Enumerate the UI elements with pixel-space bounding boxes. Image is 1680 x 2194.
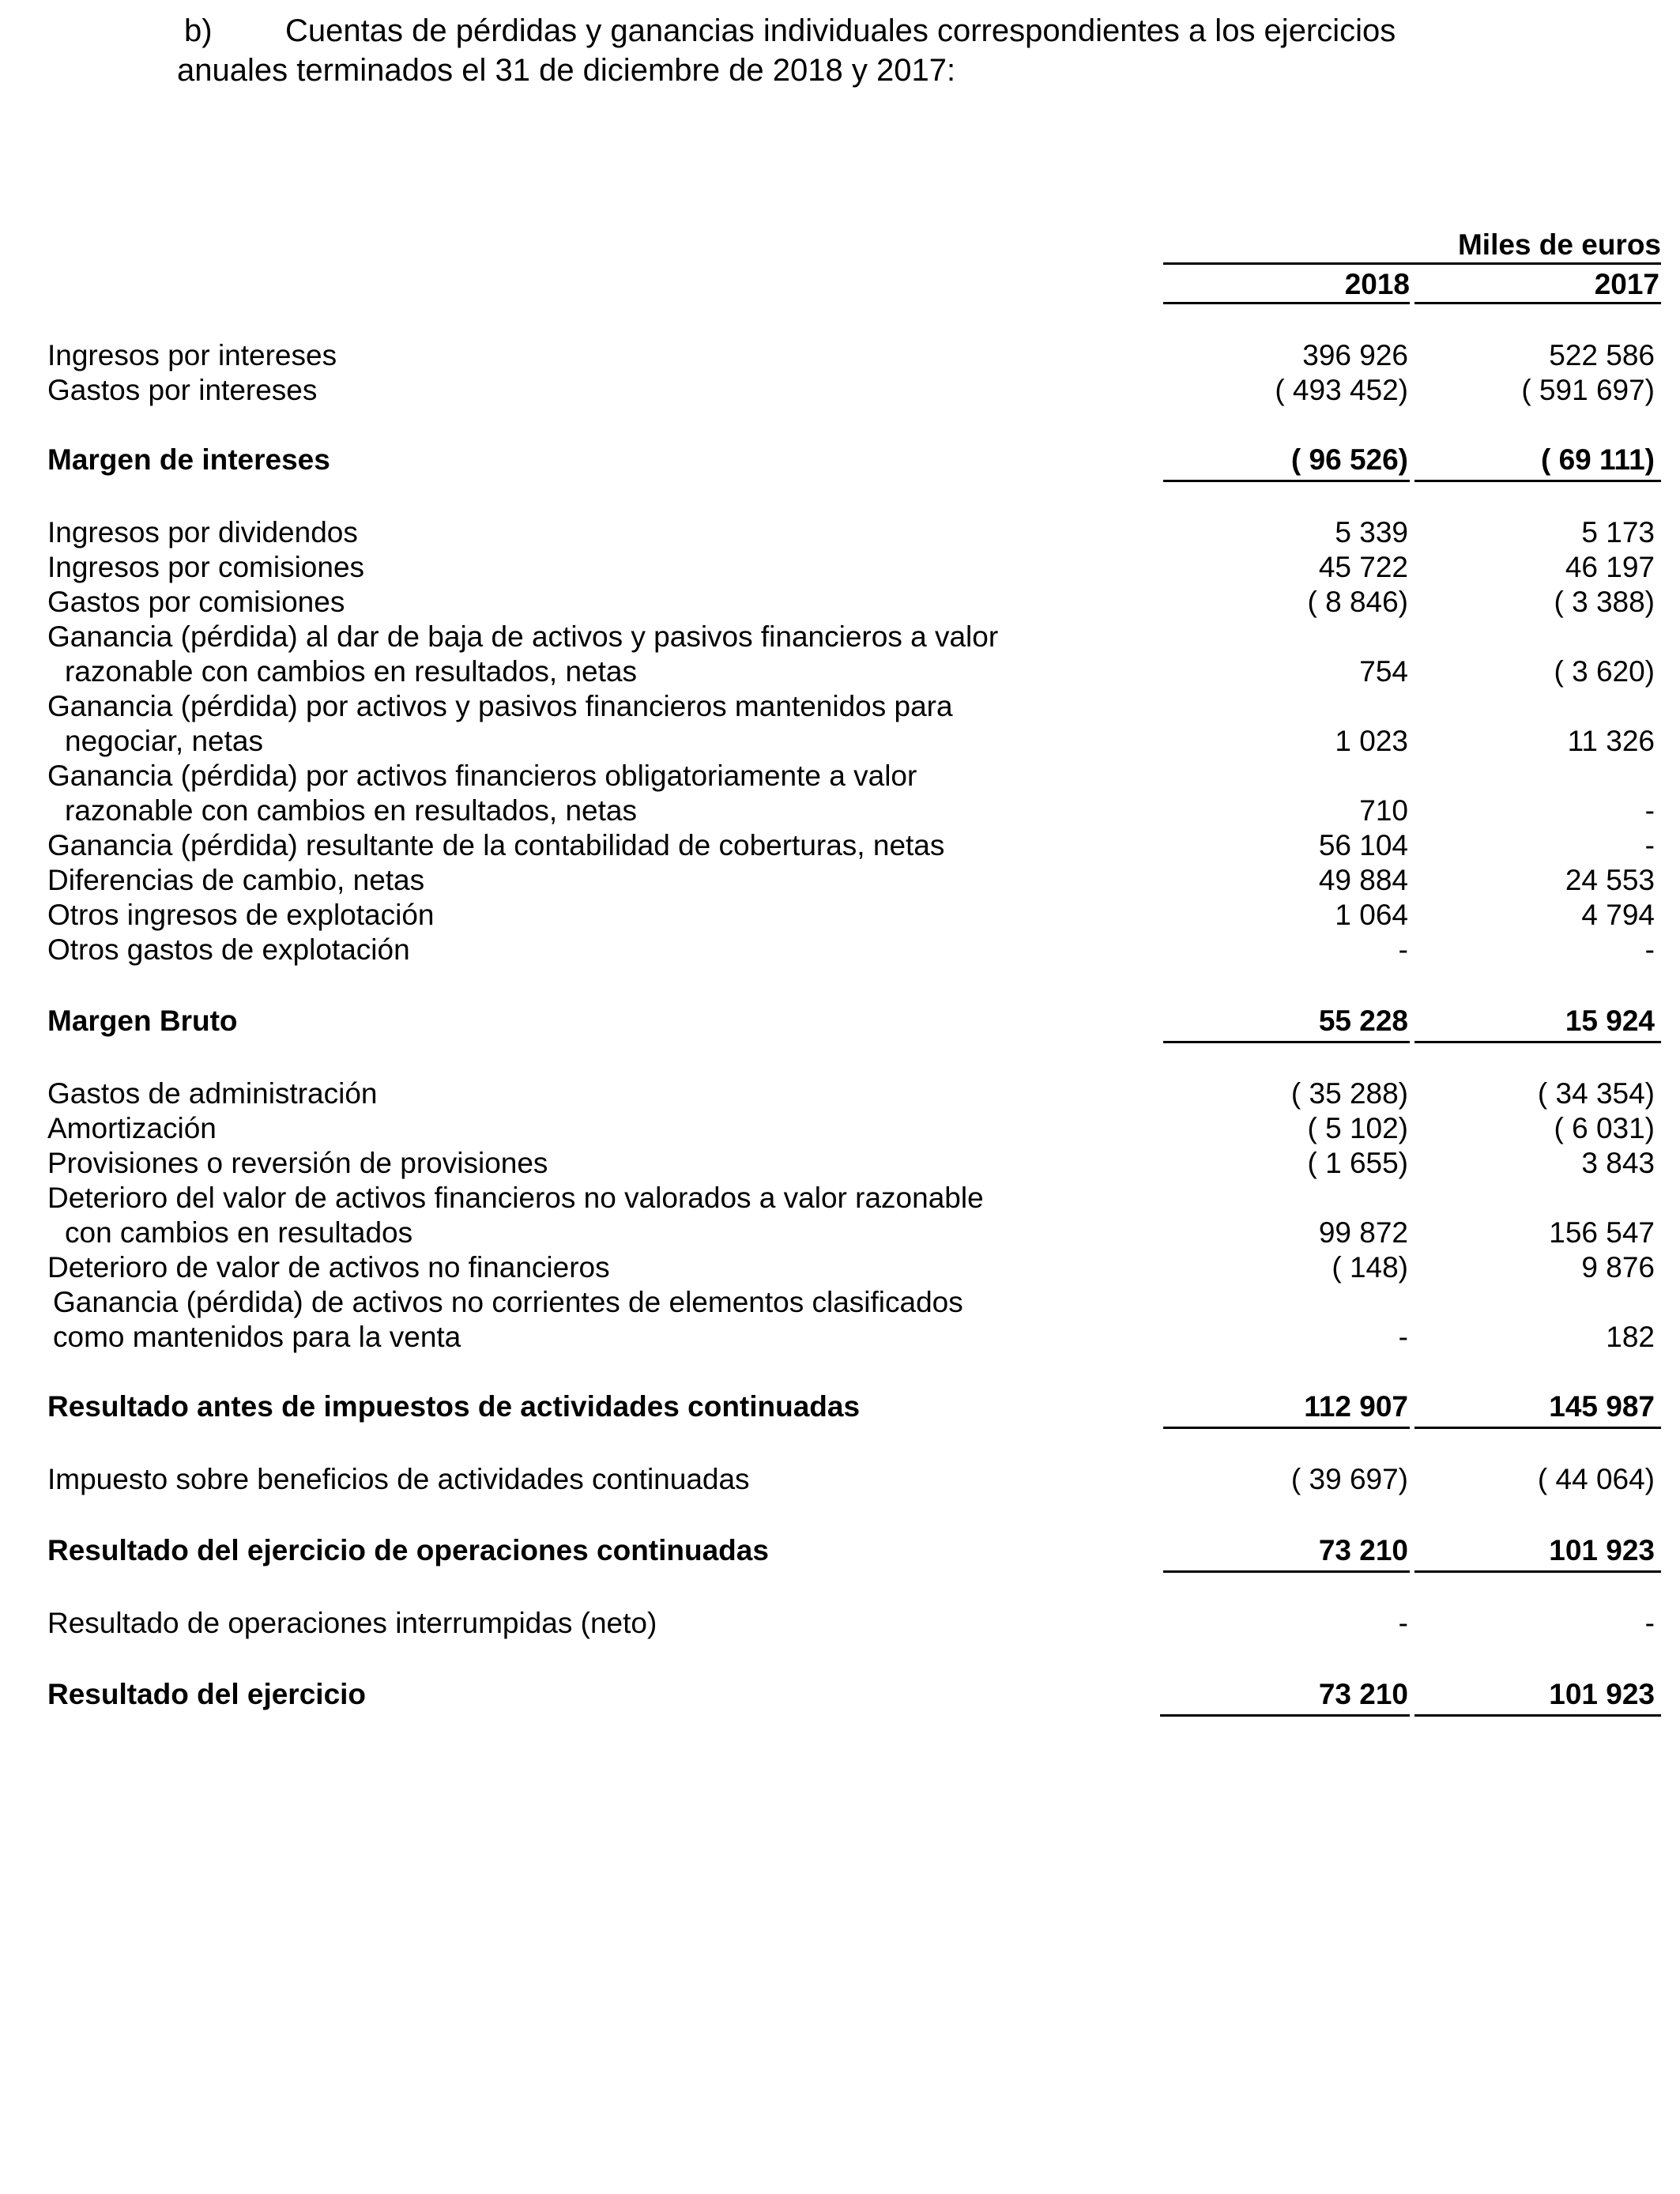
value-2018: 49 884 [1318, 864, 1408, 896]
value-2017: 3 843 [1581, 1147, 1655, 1179]
value-2017: 156 547 [1549, 1216, 1655, 1249]
value-2018: 45 722 [1318, 551, 1408, 583]
row-label-line-1: Ganancia (pérdida) al dar de baja de activos y pasivos financieros a valor [47, 620, 999, 653]
value-2017: 522 586 [1549, 339, 1655, 371]
heading-line-2: anuales terminados el 31 de diciembre de 2018 y 2017: [177, 53, 956, 88]
row-label: Deterioro de valor de activos no financieros [47, 1251, 610, 1284]
row-label: Margen de intereses [47, 443, 330, 476]
value-2017: - [1644, 794, 1655, 827]
total-underline-2017 [1414, 1427, 1661, 1429]
row-label [47, 759, 917, 828]
value-2018: ( 1 655) [1307, 1147, 1408, 1179]
value-2017: 11 326 [1567, 725, 1655, 757]
row-label [47, 620, 998, 689]
value-2018: - [1398, 1607, 1408, 1639]
row-label-line-2: con cambios en resultados [65, 1216, 413, 1249]
row-label [47, 1181, 984, 1250]
unit-rule [1163, 262, 1661, 265]
row-label-line-1: Ganancia (pérdida) por activos financieros obligatoriamente a valor [47, 760, 917, 792]
value-2017: ( 591 697) [1521, 374, 1655, 406]
income-statement-table [0, 221, 1680, 1723]
total-underline-2017 [1414, 1570, 1661, 1573]
value-2017: 15 924 [1565, 1005, 1655, 1037]
value-2017: ( 3 620) [1554, 655, 1655, 688]
value-2017: 145 987 [1549, 1390, 1655, 1423]
value-2018: 1 064 [1335, 899, 1408, 931]
value-2017: ( 3 388) [1554, 586, 1655, 618]
total-underline-2018 [1163, 1570, 1410, 1573]
row-label: Resultado del ejercicio de operaciones continuadas [47, 1534, 769, 1566]
total-underline-2017 [1414, 480, 1661, 482]
total-underline-2017 [1414, 1714, 1661, 1717]
row-label [47, 689, 953, 759]
value-2018: - [1398, 1321, 1408, 1353]
value-2018: 1 023 [1335, 725, 1408, 757]
row-label: Otros ingresos de explotación [47, 899, 435, 931]
row-label: Ingresos por intereses [47, 339, 337, 371]
row-label: Otros gastos de explotación [47, 933, 410, 966]
value-2018: 56 104 [1318, 829, 1408, 861]
value-2018: 112 907 [1304, 1390, 1408, 1423]
row-label: Ingresos por comisiones [47, 551, 365, 583]
row-label-line-2: razonable con cambios en resultados, netas [65, 794, 637, 827]
total-underline-2018 [1163, 1041, 1410, 1043]
row-label-line-1: Ganancia (pérdida) de activos no corrientes de elementos clasificados [53, 1286, 963, 1318]
row-label-line-2: razonable con cambios en resultados, netas [65, 655, 637, 688]
heading-line-1 [184, 11, 1396, 51]
row-label-line-1: Ganancia (pérdida) por activos y pasivos financieros mantenidos para [47, 690, 953, 722]
row-label: Resultado de operaciones interrumpidas (neto) [47, 1607, 657, 1639]
value-2017: - [1644, 1607, 1655, 1639]
total-underline-2018 [1160, 1714, 1410, 1717]
value-2018: ( 148) [1332, 1251, 1408, 1284]
value-2018: 754 [1359, 655, 1408, 688]
value-2017: ( 69 111) [1540, 443, 1655, 476]
value-2017: 4 794 [1581, 899, 1655, 931]
value-2018: 710 [1359, 794, 1408, 827]
row-label: Gastos de administración [47, 1077, 378, 1110]
row-label: Gastos por comisiones [47, 586, 345, 618]
row-label: Resultado antes de impuestos de actividades continuadas [47, 1390, 861, 1423]
row-label: Ganancia (pérdida) resultante de la contabilidad de coberturas, netas [47, 829, 945, 861]
value-2018: 73 210 [1318, 1534, 1408, 1566]
value-2018: 396 926 [1302, 339, 1408, 371]
heading-title: Cuentas de pérdidas y ganancias individuales correspondientes a los ejercicios [285, 13, 1396, 48]
header-rule-2017 [1414, 302, 1661, 304]
total-underline-2017 [1414, 1041, 1661, 1043]
total-underline-2018 [1163, 480, 1410, 482]
unit-label: Miles de euros [1457, 228, 1661, 261]
row-label: Margen Bruto [47, 1005, 238, 1037]
value-2017: - [1644, 829, 1655, 861]
value-2017: 46 197 [1565, 551, 1655, 583]
value-2018: ( 8 846) [1307, 586, 1408, 618]
value-2018: - [1398, 933, 1408, 966]
value-2018: 5 339 [1335, 516, 1408, 548]
row-label-line-1: Deterioro del valor de activos financieros no valorados a valor razonable [47, 1182, 984, 1214]
value-2017: 24 553 [1565, 864, 1655, 896]
value-2018: 73 210 [1318, 1678, 1408, 1710]
value-2018: 55 228 [1318, 1005, 1408, 1037]
column-header-2018: 2018 [1344, 268, 1410, 300]
value-2017: 101 923 [1549, 1534, 1655, 1566]
row-label-line-2: como mantenidos para la venta [53, 1321, 461, 1353]
value-2017: 5 173 [1581, 516, 1655, 548]
row-label [53, 1285, 963, 1355]
statement-heading [0, 8, 1680, 95]
row-label: Resultado del ejercicio [47, 1678, 367, 1710]
value-2017: 9 876 [1581, 1251, 1655, 1284]
value-2018: ( 35 288) [1290, 1077, 1408, 1110]
row-label: Provisiones o reversión de provisiones [47, 1147, 548, 1179]
value-2018: ( 493 452) [1275, 374, 1408, 406]
row-label: Impuesto sobre beneficios de actividades continuadas [47, 1463, 750, 1495]
value-2017: ( 34 354) [1537, 1077, 1655, 1110]
row-label-line-2: negociar, netas [65, 725, 263, 757]
value-2017: 101 923 [1549, 1678, 1655, 1710]
header-rule-2018 [1163, 302, 1410, 304]
value-2017: - [1644, 933, 1655, 966]
column-header-2017: 2017 [1594, 268, 1659, 300]
row-label: Amortización [47, 1112, 217, 1144]
value-2017: ( 44 064) [1537, 1463, 1655, 1495]
row-label: Gastos por intereses [47, 374, 318, 406]
value-2018: ( 39 697) [1290, 1463, 1408, 1495]
section-marker: b) [184, 13, 213, 48]
value-2017: 182 [1606, 1321, 1655, 1353]
row-label: Diferencias de cambio, netas [47, 864, 425, 896]
value-2018: ( 96 526) [1290, 443, 1408, 476]
value-2018: 99 872 [1318, 1216, 1408, 1249]
total-underline-2018 [1163, 1427, 1410, 1429]
row-label: Ingresos por dividendos [47, 516, 358, 548]
value-2018: ( 5 102) [1307, 1112, 1408, 1144]
value-2017: ( 6 031) [1554, 1112, 1655, 1144]
